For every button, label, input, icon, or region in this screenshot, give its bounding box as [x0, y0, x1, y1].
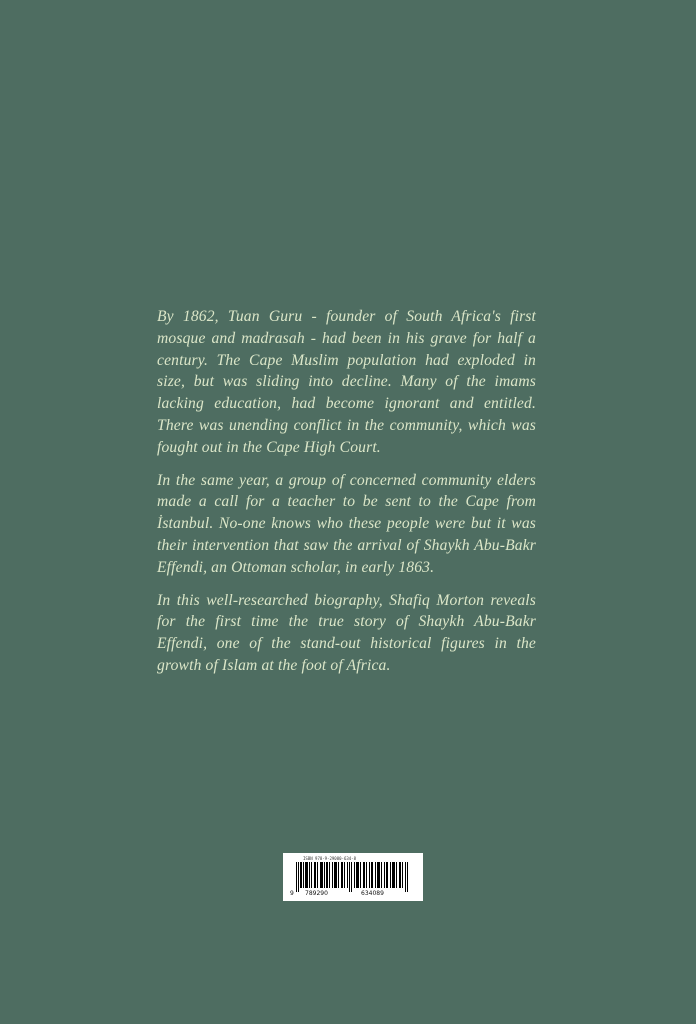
barcode-bars: [296, 862, 412, 892]
barcode-right-digits: 634089: [361, 890, 384, 897]
isbn-label: ISBN 978-9-29080-634-8: [303, 856, 356, 861]
blurb-paragraph-3: In this well-researched biography, Shafiq Morton reveals for the first time the true story of Shaykh Abu-Bakr Effendi, one of the stand-out historical figures in the growth of Islam at the foot of Africa.: [157, 591, 536, 674]
blurb-paragraph-2: In the same year, a group of concerned community elders made a call for a teacher to be sent to the Cape from İstanbul. No-one knows who these people were but it was their intervention that saw the arrival of Shaykh Abu-Bakr Effendi, an Ottoman scholar, in early 1863.: [157, 471, 536, 576]
isbn-barcode: [283, 853, 423, 901]
blurb-text: [157, 306, 536, 688]
barcode-lead-digit: 9: [290, 890, 294, 897]
barcode-left-digits: 789290: [305, 890, 328, 897]
blurb-paragraph-1: By 1862, Tuan Guru - founder of South Africa's first mosque and madrasah - had been in his grave for half a century. The Cape Muslim population had exploded in size, but was sliding into decline. Many of the imams lacking education, had become ignorant and entitled. There was unending conflict in the community, which was fought out in the Cape High Court.: [157, 308, 536, 456]
barcode-digits: [283, 890, 423, 900]
